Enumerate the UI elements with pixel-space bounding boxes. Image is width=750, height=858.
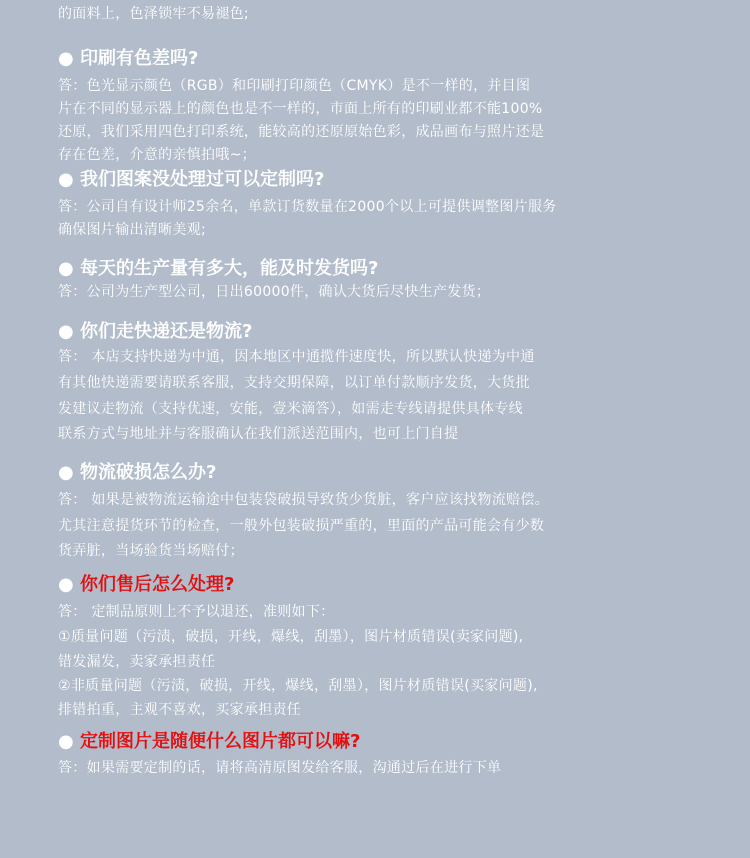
faq-question-daily-output (58, 258, 378, 280)
answer-line: ①质量问题（污渍，破损，开线，爆线，刮墨），图片材质错误(卖家问题), (58, 629, 524, 645)
answer-line: 答：色光显示颜色（RGB）和印刷打印颜色（CMYK）是不一样的，并目图 (58, 78, 531, 94)
faq-question-after-sales (58, 574, 234, 596)
answer-line: 错发漏发，卖家承担责任 (58, 654, 216, 670)
answer-line: 答： 定制品原则上不予以退还，准则如下： (58, 604, 335, 620)
answer-line: 尤其注意提货环节的检查，一般外包装破损严重的，里面的产品可能会有少数 (58, 518, 545, 534)
bullet-icon: ● (58, 169, 74, 190)
answer-line: 答： 如果是被物流运输途中包装袋破损导致货少货脏，客户应该找物流赔偿。 (58, 492, 549, 508)
answer-line: 答：公司自有设计师25余名，单款订货数量在2000个以上可提供调整图片服务 (58, 199, 557, 215)
answer-line: 联系方式与地址并与客服确认在我们派送范围内，也可上门自提 (58, 426, 459, 442)
question-text: 你们走快递还是物流? (80, 321, 253, 342)
answer-line: 确保图片输出清晰美观; (58, 222, 207, 238)
answer-line: 还原，我们采用四色打印系统，能较高的还原原始色彩，成品画布与照片还是 (58, 124, 545, 140)
bullet-icon: ● (58, 258, 74, 279)
answer-line: 片在不同的显示器上的颜色也是不一样的，市面上所有的印刷业都不能100% (58, 101, 543, 117)
intro-line: 的面料上，色泽锁牢不易褪色; (58, 6, 249, 22)
answer-line: 存在色差，介意的亲慎拍哦~； (58, 147, 256, 163)
question-text: 你们售后怎么处理? (80, 574, 235, 595)
bullet-icon: ● (58, 48, 74, 69)
question-text: 每天的生产量有多大，能及时发货吗? (80, 258, 379, 279)
answer-line: ②非质量问题（污渍，破损，开线，爆线，刮墨），图片材质错误(买家问题), (58, 678, 538, 694)
faq-question-unprocessed-pattern (58, 169, 324, 191)
faq-question-color-difference (58, 48, 198, 70)
question-text: 印刷有色差吗? (80, 48, 199, 69)
question-text: 我们图案没处理过可以定制吗? (80, 169, 325, 190)
faq-question-any-image (58, 731, 360, 753)
question-text: 定制图片是随便什么图片都可以嘛? (80, 731, 361, 752)
faq-question-shipping-damage (58, 462, 216, 484)
faq-question-shipping-method (58, 321, 252, 343)
question-text: 物流破损怎么办? (80, 462, 217, 483)
answer-line: 答： 本店支持快递为中通，因本地区中通揽件速度快，所以默认快递为中通 (58, 349, 535, 365)
answer-line: 答：公司为生产型公司，日出60000件，确认大货后尽快生产发货； (58, 284, 491, 300)
bullet-icon: ● (58, 731, 74, 752)
bullet-icon: ● (58, 574, 74, 595)
bullet-icon: ● (58, 462, 74, 483)
answer-line: 有其他快递需要请联系客服，支持交期保障，以订单付款顺序发货，大货批 (58, 375, 530, 391)
answer-line: 发建议走物流（支持优速，安能，壹米滴答），如需走专线请提供具体专线 (58, 401, 523, 417)
bullet-icon: ● (58, 321, 74, 342)
answer-line: 排错拍重，主观不喜欢，买家承担责任 (58, 702, 302, 718)
answer-line: 答：如果需要定制的话，请将高清原图发给客服，沟通过后在进行下单 (58, 760, 502, 776)
answer-line: 货弄脏，当场验货当场赔付； (58, 543, 244, 559)
